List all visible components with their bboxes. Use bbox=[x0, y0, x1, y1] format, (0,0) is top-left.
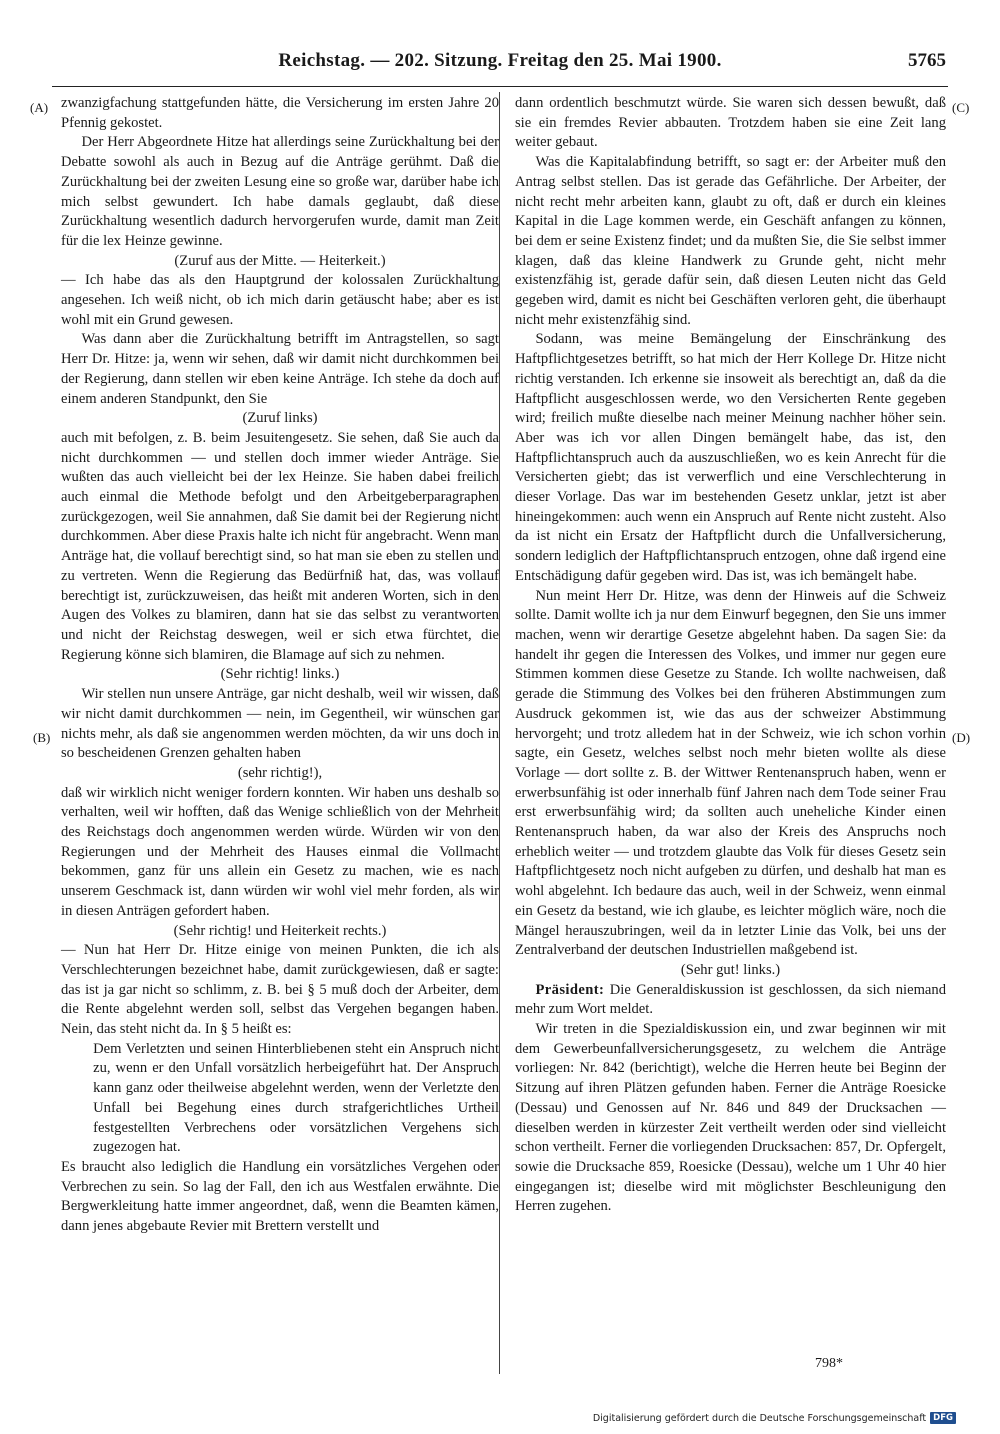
paragraph: Was dann aber die Zurückhaltung betrifft im Antragstellen, so sagt Herr Dr. Hitze: ja, wenn wir sehen, daß wir damit nicht durchkommen bei der Regierung, dann stellen wir eben keine Anträge. Ich stehe da doch auf einem anderen Standpunkt, den Sie bbox=[61, 331, 499, 407]
paragraph: Der Herr Abgeordnete Hitze hat allerdings seine Zurückhaltung bei der Debatte sowohl als auch in Bezug auf die Anträge gerühmt. Daß die Zurückhaltung bei der zweiten Lesung eine so große war, darüber habe ich mich selbst gewundert. Ich habe damals geglaubt, daß diese Zurückhaltung wesentlich dadurch hervorgerufen wurde, damit man Zeit für die lex Heinze gewinne. bbox=[61, 134, 499, 249]
paragraph: Es braucht also lediglich die Handlung ein vorsätzliches Vergehen oder Verbrechen zu sein. So lag der Fall, den ich aus Westfalen erwähnte. Die Bergwerkleitung hatte immer angeordnet, daß, wenn die Beamten kämen, dann jenes abgebaute Revier mit Brettern verstellt und bbox=[61, 1158, 499, 1235]
header-title: Reichstag. — 202. Sitzung. Freitag den 25. Mai 1900. bbox=[278, 50, 722, 71]
paragraph: daß wir wirklich nicht weniger fordern konnten. Wir haben uns deshalb so verhalten, weil wir hofften, daß das Wenige schließlich von der Mehrheit des Reichstags doch angenommen werden würde. Würden wir von den Regierungen und der Mehrheit des Hauses einmal die Vollmacht bekommen, ganz für uns allein ein Gesetz zu machen, wie es nach unserem Geschmack ist, dann würden wir wohl viel mehr forden, als wir in diesen Anträgen gefordert haben. bbox=[61, 784, 499, 919]
margin-marker-b: (B) bbox=[33, 730, 51, 745]
footer-credit bbox=[593, 1412, 956, 1424]
paragraph: (sehr richtig!), bbox=[237, 764, 323, 781]
paragraph: (Zuruf aus der Mitte. — Heiterkeit.) bbox=[174, 252, 386, 269]
paragraph: — Nun hat Herr Dr. Hitze einige von meinen Punkten, die ich als Verschlechterungen bezeichnet habe, damit zurückgewiesen, daß er sagte: das ist ja gar nicht so schlimm, z. B. bei § 5 muß doch der Arbeiter, dem die Rente abgelehnt werden soll, selbst das Vergehen begangen haben. Nein, das steht nicht da. In § 5 heißt es: bbox=[61, 942, 499, 1038]
paragraph: Wir stellen nun unsere Anträge, gar nicht deshalb, weil wir wissen, daß wir nicht damit durchkommen — nein, im Gegentheil, wir wünschen gar nichts mehr, als daß sie angenommen werden möchten, da wir uns doch in so bescheidenen Grenzen gehalten haben bbox=[61, 686, 499, 762]
footer-text: Digitalisierung gefördert durch die Deutsche Forschungsgemeinschaft bbox=[592, 1412, 927, 1424]
margin-marker-d: (D) bbox=[952, 730, 971, 745]
paragraph: — Ich habe das als den Hauptgrund der kolossalen Zurückhaltung angesehen. Ich weiß nicht, ob ich mich darin getäuscht habe; aber es ist wohl mit ein Grund gewesen. bbox=[61, 272, 499, 328]
margin-marker-c: (C) bbox=[952, 100, 970, 115]
paragraph-text: Die Generaldiskussion ist geschlossen, da sich niemand mehr zum Wort meldet. bbox=[515, 981, 946, 1018]
signature-mark: 798* bbox=[815, 1356, 843, 1371]
left-column bbox=[61, 94, 499, 1237]
dfg-logo-icon: DFG bbox=[930, 1412, 956, 1424]
paragraph: Was die Kapitalabfindung betrifft, so sagt er: der Arbeiter muß den Antrag selbst stellen. Das ist gerade das Gefährliche. Der Arbeiter, der nicht recht mehr arbeiten kann, glaubt zu oft, daß er durch ein kleines Kapital in die Lage kommen werde, ein Geschäft anfangen zu können, bei dem er seine Existenz findet; und da mußten Sie, die Sie selbst immer klagen, daß das kleine Handwerk zu Grunde geht, nicht mehr existenzfähig ist, gerade dafür sein, daß diesen Leuten nicht das Geld gegeben wird, damit es nicht bei Geschäften verloren geht, die überhaupt nicht mehr existenzfähig sind. bbox=[515, 154, 946, 328]
paragraph: (Sehr richtig! links.) bbox=[220, 666, 340, 683]
paragraph: zwanzigfachung stattgefunden hätte, die Versicherung im ersten Jahre 20 Pfennig gekostet. bbox=[61, 95, 499, 131]
column-divider bbox=[499, 92, 500, 1374]
right-column bbox=[515, 94, 946, 1217]
paragraph: dann ordentlich beschmutzt würde. Sie waren sich dessen bewußt, daß sie ein fremdes Revier abbauten. Trotzdem haben sie eine Zeit lang weiter gebaut. bbox=[515, 95, 946, 151]
paragraph: auch mit befolgen, z. B. beim Jesuitengesetz. Sie sehen, daß Sie auch da nicht durchkommen — und stellen doch immer wieder Anträge. Sie wußten das auch vielleicht bei der lex Heinze. Sie haben dabei freilich auch einmal die Methode befolgt und den Arbeitgeberparagraphen zurückgezogen, weil Sie annahmen, daß Sie damit bei der Regierung nicht durchkommen. Aber diese Praxis halte ich nicht für angebracht. Wenn man Anträge hat, die vollauf berechtigt sind, so hat man sie eben zu stellen und zu vertreten. Wenn die Regierung das Bedürfniß hat, das, was vollauf berechtigt ist, zurückzuweisen, das heißt mit anderen Worten, sich in den Augen des Volkes zu blamiren, dann hat sie das selbst zu verantworten und nicht der Reichstag deswegen, weil er sich etwa fürchtet, die Regierung könne sich blamiren, die Blamage auf sich zu nehmen. bbox=[61, 429, 499, 663]
margin-marker-a: (A) bbox=[30, 100, 49, 115]
paragraph: Nun meint Herr Dr. Hitze, was denn der Hinweis auf die Schweiz sollte. Damit wollte ich ja nur dem Einwurf begegnen, den Sie uns immer machen, wenn wir derartige Gesetze abgelehnt haben. Da sagen Sie: da handelt ihr gegen die Interessen des Volkes, und immer nur gegen eure Stimmen kommen diese Gesetze zu Stande. Ich wollte nachweisen, daß gerade die Stimmung des Volkes bei den früheren Abstimmungen zum Ausdruck gekommen ist, wie das aus der schweizer Abstimmung hervorgeht; und trotz alledem hat in der Schweiz, wie ich schon vorhin sagte, ein Gesetz, welches selbst noch mehr bieten wollte als diese Vorlage — dort sollte z. B. der Wittwer Rentenanspruch haben, wenn er erwerbsunfähig ist oder innerhalb fünf Jahren nach dem Tode seiner Frau erst erwerbsunfähig wird; da sollten auch uneheliche Kinder einen Rentenanspruch haben, da war also der Kreis des Anspruchs noch erheblich weiter — und trotzdem glaubte das Volk für dieses Gesetz sein Haftpflichtgesetz noch nicht aufgeben zu dürfen, und deshalb hat man es wohl abgelehnt. Ich bedaure das auch, weil in der Schweiz, wenn einmal ein Gesetz da bestand, wie ich glaube, es leichter möglich wäre, noch die Mängel herauszubringen, weil da in letzter Linie das Volk, bei uns der Zentralverband der deutschen Industriellen maßgebend ist. bbox=[515, 587, 946, 959]
paragraph: (Sehr gut! links.) bbox=[680, 961, 781, 978]
paragraph: (Sehr richtig! und Heiterkeit rechts.) bbox=[173, 922, 387, 939]
paragraph: Sodann, was meine Bemängelung der Einschränkung des Haftpflichtgesetzes betrifft, so hat mich der Herr Kollege Dr. Hitze nicht richtig verstanden. Ich erkenne sie insoweit als berechtigt an, daß da die Haftpflicht ausgeschlossen werde, wo den Versicherten Rente gegeben wird; freilich mußte dieselbe nach meiner Meinung nachher höher sein. Aber was ich vor allen Dingen bemängelt habe, das ist, den Haftpflichtanspruch auch da auszuschließen, wo es kein Anrecht für die Versicherten giebt; das ist verwerflich und eine Verschlechterung in dieser Vorlage. Das war im bestehenden Gesetz unklar, jetzt ist aber hineingekommen: auch wenn ein Anspruch auf Rente nicht zusteht. Also da ist nicht ein Ersatz der Haftpflicht durch die Unfallversicherung, sondern lediglich der Haftpflichtanspruch entzogen, ohne daß irgend eine Entschädigung dafür gegeben wird. Das ist, was ich bemängelt habe. bbox=[515, 331, 946, 584]
paragraph bbox=[515, 981, 946, 1020]
paragraph: Wir treten in die Spezialdiskussion ein, und zwar beginnen wir mit dem Gewerbeunfallversicherungsgesetz, zu welchem die Anträge vorliegen: Nr. 842 (berichtigt), welche die Herren heute bei Beginn der Sitzung auf ihren Plätzen gefunden haben. Ferner die Anträge Roesicke (Dessau) und Genossen auf Nr. 846 und 849 der Drucksachen — dieselben werden in kürzester Zeit vertheilt werden oder sind vielleicht schon vertheilt. Ferner die vorliegenden Drucksachen: 857, Dr. Opfergelt, sowie die Drucksache 859, Roesicke (Dessau), welche um 1 Uhr 40 hier eingegangen ist; dieselbe wird mit möglichster Beschleunigung den Herren zugehen. bbox=[515, 1021, 946, 1215]
page-header bbox=[0, 44, 1000, 84]
paragraph: Dem Verletzten und seinen Hinterbliebenen steht ein Anspruch nicht zu, wenn er den Unfall vorsätzlich herbeigeführt hat. Der Anspruch kann ganz oder theilweise abgelehnt werden, wenn der Verletzte den Unfall bei Begehung eines durch strafgerichtliches Urtheil festgestellten Verbrechens oder vorsätzlichen Vergehens sich zugezogen hat. bbox=[93, 1040, 499, 1156]
header-rule bbox=[52, 86, 948, 87]
speaker-label: Präsident: bbox=[535, 981, 605, 998]
page-number: 5765 bbox=[908, 50, 946, 71]
paragraph: (Zuruf links) bbox=[242, 410, 318, 427]
